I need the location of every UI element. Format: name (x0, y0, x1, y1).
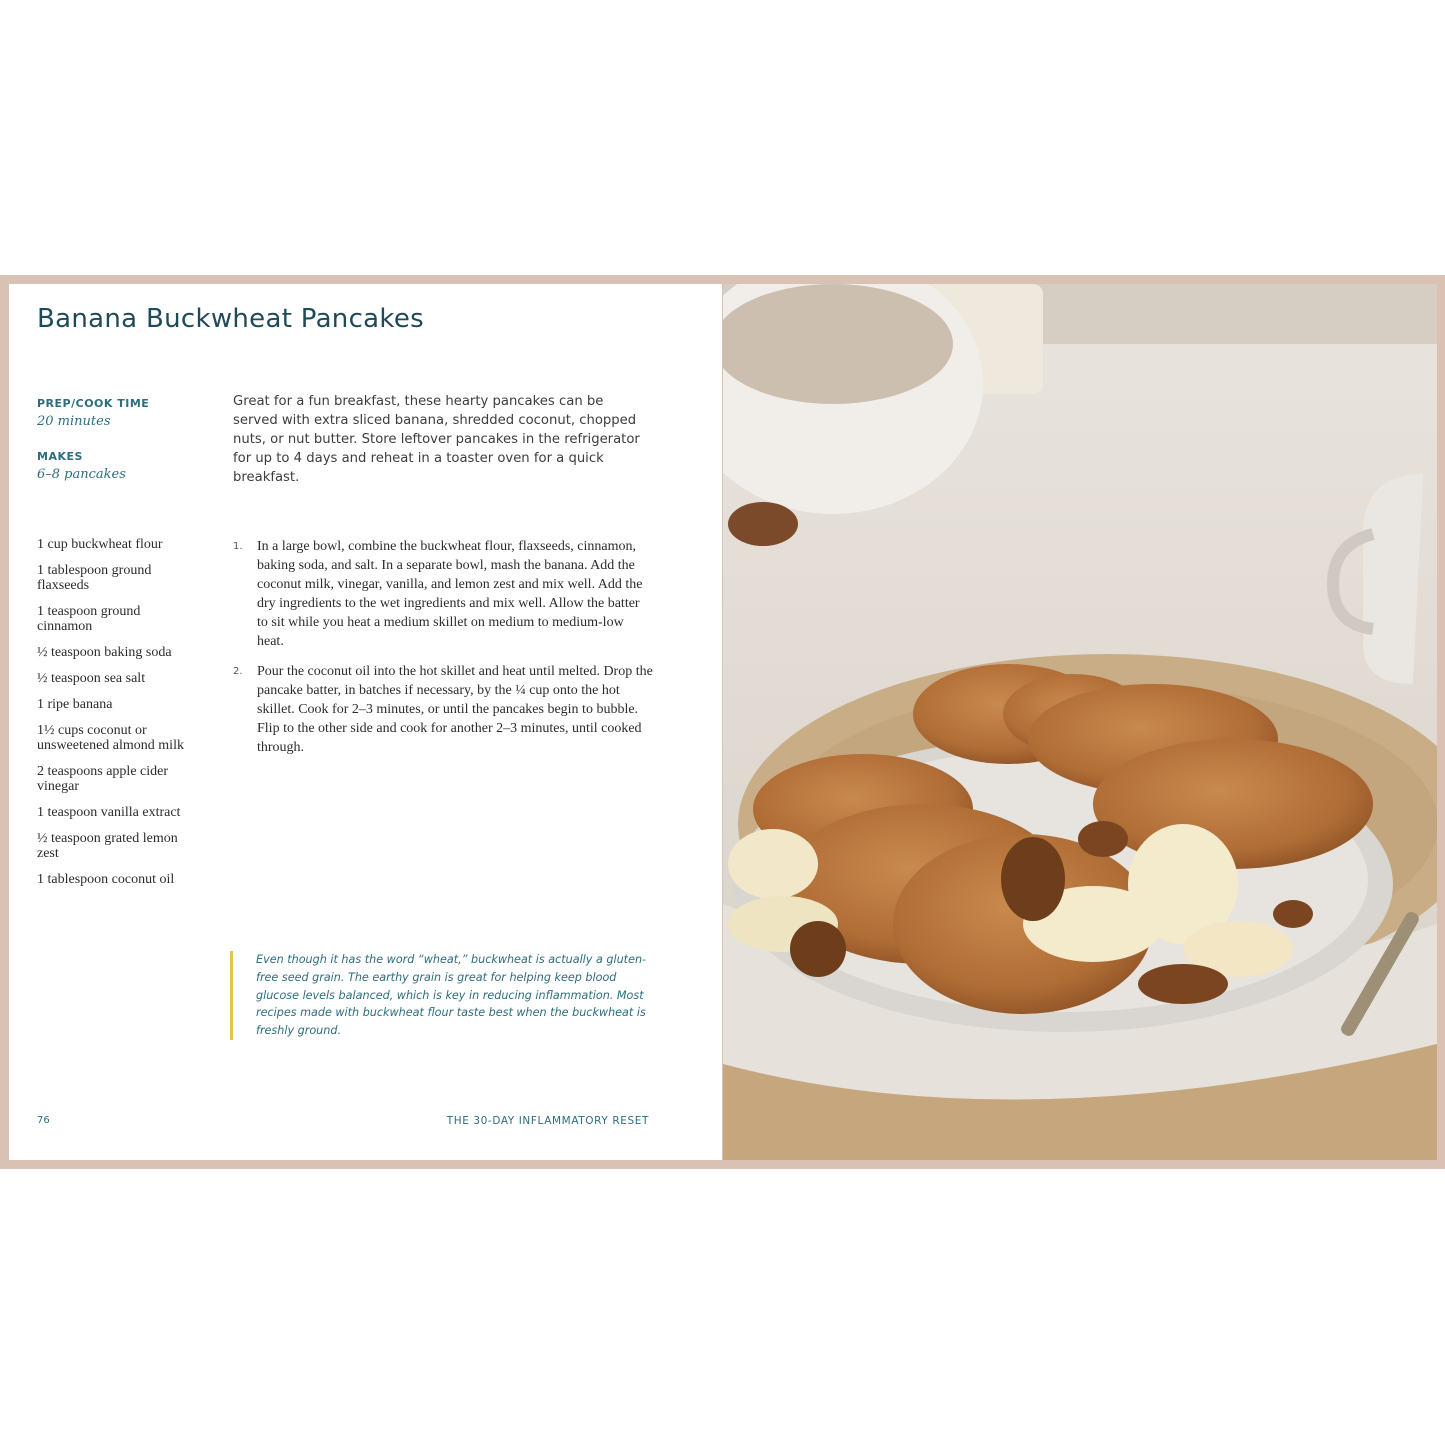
ingredient-item: ½ teaspoon baking soda (37, 645, 172, 660)
ingredient-item: 1 ripe banana (37, 697, 113, 712)
running-footer-title: THE 30-DAY INFLAMMATORY RESET (446, 1115, 649, 1127)
step-number: 2. (233, 666, 243, 677)
ingredient-item: 1½ cups coconut or unsweetened almond milk (37, 723, 184, 753)
tip-note: Even though it has the word “wheat,” buckwheat is actually a gluten-free seed grain. The earthy grain is great for helping keep blood glucose levels balanced, which is key in reducing inflammation. Most recipes made with buckwheat flour taste best when the buckwheat is freshly ground. (230, 951, 658, 1040)
pancake-photo-illustration (723, 284, 1437, 1160)
makes-value: 6–8 pancakes (37, 467, 126, 482)
step-item (233, 662, 653, 757)
prep-time-value: 20 minutes (37, 414, 111, 429)
ingredient-item: 1 teaspoon ground cinnamon (37, 604, 141, 634)
ingredient-item: 1 tablespoon ground flaxseeds (37, 563, 152, 593)
recipe-title: Banana Buckwheat Pancakes (37, 304, 424, 334)
prep-time-label: PREP/COOK TIME (37, 397, 150, 410)
book-spread (0, 275, 1445, 1169)
ingredient-item: ½ teaspoon grated lemon zest (37, 831, 178, 861)
step-number: 1. (233, 541, 243, 552)
page-number: 76 (37, 1115, 50, 1126)
ingredient-list (37, 537, 187, 898)
step-text: In a large bowl, combine the buckwheat flour, flaxseeds, cinnamon, baking soda, and salt. In a separate bowl, mash the banana. Add the coconut milk, vinegar, vanilla, and lemon zest and mix well. Add the dry ingredients to the wet ingredients and mix well. Allow the batter to sit while you heat a medium skillet on medium to medium-low heat. (257, 539, 643, 649)
pancake-photo (723, 284, 1437, 1160)
step-text: Pour the coconut oil into the hot skillet and heat until melted. Drop the pancake batter, in batches if necessary, by the ¼ cup onto the hot skillet. Cook for 2–3 minutes, or until the pancakes begin to bubble. Flip to the other side and cook for another 2–3 minutes, until cooked through. (257, 664, 653, 755)
step-item (233, 537, 653, 651)
left-page (9, 284, 722, 1160)
ingredient-item: 1 cup buckwheat flour (37, 537, 163, 552)
ingredient-item: 1 tablespoon coconut oil (37, 872, 175, 887)
ingredient-item: ½ teaspoon sea salt (37, 671, 146, 686)
makes-label: MAKES (37, 450, 83, 463)
ingredient-item: 1 teaspoon vanilla extract (37, 805, 181, 820)
recipe-intro: Great for a fun breakfast, these hearty pancakes can be served with extra sliced banana, shredded coconut, chopped nuts, or nut butter. Store leftover pancakes in the refrigerator for up to 4 days and reheat in a toaster oven for a quick breakfast. (233, 394, 640, 485)
step-list (233, 537, 653, 768)
ingredient-item: 2 teaspoons apple cider vinegar (37, 764, 169, 794)
